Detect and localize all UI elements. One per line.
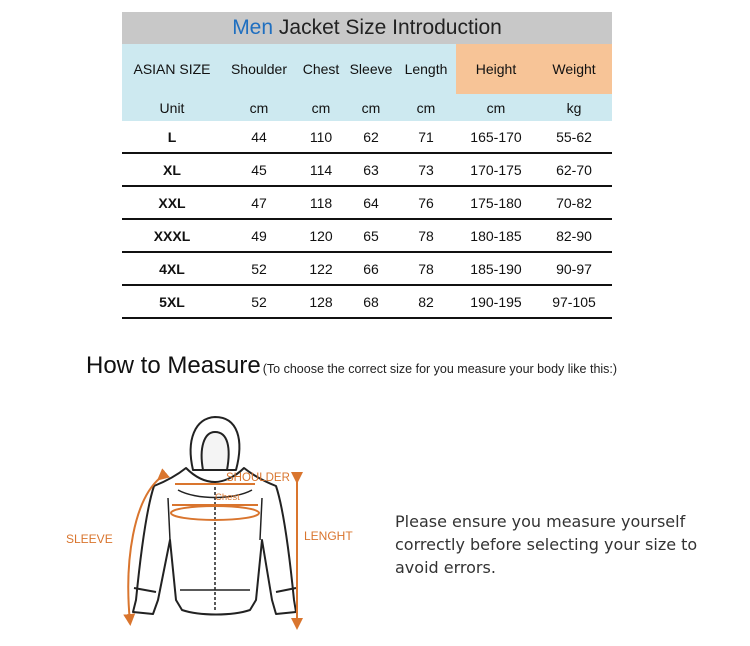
table-cell: 185-190 <box>456 252 536 285</box>
table-cell: 175-180 <box>456 186 536 219</box>
table-cell: 190-195 <box>456 285 536 318</box>
how-to-measure-heading <box>86 352 617 380</box>
shoulder-label: SHOULDER <box>226 472 290 484</box>
size-cell: L <box>122 121 222 153</box>
table-cell: 55-62 <box>536 121 612 153</box>
size-cell: 5XL <box>122 285 222 318</box>
table-cell: 49 <box>222 219 296 252</box>
table-cell: 76 <box>396 186 456 219</box>
table-cell: 122 <box>296 252 346 285</box>
jacket-illustration <box>60 410 370 635</box>
header-cell: Chest <box>296 44 346 94</box>
table-cell: 62 <box>346 121 396 153</box>
table-cell: 73 <box>396 153 456 186</box>
size-cell: 4XL <box>122 252 222 285</box>
measurement-note <box>395 510 735 579</box>
table-row <box>122 121 612 153</box>
unit-cell: cm <box>296 94 346 121</box>
size-chart-table <box>122 12 612 319</box>
table-title-text: Jacket Size Introduction <box>278 16 502 39</box>
table-cell: 118 <box>296 186 346 219</box>
table-cell: 78 <box>396 219 456 252</box>
size-cell: XXXL <box>122 219 222 252</box>
table-cell: 65 <box>346 219 396 252</box>
table-cell: 52 <box>222 252 296 285</box>
note-line: correctly before selecting your size to <box>395 535 698 554</box>
table-cell: 90-97 <box>536 252 612 285</box>
note-line: Please ensure you measure yourself <box>395 512 686 531</box>
table-row <box>122 153 612 186</box>
table-title <box>122 12 612 44</box>
unit-cell: Unit <box>122 94 222 121</box>
table-cell: 128 <box>296 285 346 318</box>
table-cell: 66 <box>346 252 396 285</box>
header-cell: Sleeve <box>346 44 396 94</box>
table-row <box>122 186 612 219</box>
table-cell: 44 <box>222 121 296 153</box>
chest-label: Chest <box>215 492 240 503</box>
header-cell: Weight <box>536 44 612 94</box>
table-cell: 64 <box>346 186 396 219</box>
length-label: LENGHT <box>304 529 353 543</box>
table-cell: 82-90 <box>536 219 612 252</box>
header-cell: Height <box>456 44 536 94</box>
header-cell: Shoulder <box>222 44 296 94</box>
table-cell: 180-185 <box>456 219 536 252</box>
table-cell: 82 <box>396 285 456 318</box>
sleeve-label: SLEEVE <box>66 532 113 546</box>
unit-cell: cm <box>456 94 536 121</box>
table-cell: 70-82 <box>536 186 612 219</box>
table-cell: 47 <box>222 186 296 219</box>
jacket-measurement-diagram <box>60 410 370 635</box>
how-to-measure-title: How to Measure <box>86 352 261 379</box>
table-cell: 52 <box>222 285 296 318</box>
note-line: avoid errors. <box>395 558 496 577</box>
unit-cell: kg <box>536 94 612 121</box>
table-cell: 170-175 <box>456 153 536 186</box>
table-cell: 62-70 <box>536 153 612 186</box>
table-cell: 71 <box>396 121 456 153</box>
table-cell: 165-170 <box>456 121 536 153</box>
table-cell: 68 <box>346 285 396 318</box>
table-cell: 120 <box>296 219 346 252</box>
header-row <box>122 44 612 94</box>
size-cell: XXL <box>122 186 222 219</box>
table-cell: 110 <box>296 121 346 153</box>
table-row <box>122 252 612 285</box>
table-row <box>122 219 612 252</box>
table-cell: 63 <box>346 153 396 186</box>
unit-cell: cm <box>396 94 456 121</box>
table-cell: 97-105 <box>536 285 612 318</box>
unit-cell: cm <box>222 94 296 121</box>
unit-cell: cm <box>346 94 396 121</box>
unit-row <box>122 94 612 121</box>
table-cell: 45 <box>222 153 296 186</box>
header-cell: ASIAN SIZE <box>122 44 222 94</box>
table-row <box>122 285 612 318</box>
size-cell: XL <box>122 153 222 186</box>
table-cell: 114 <box>296 153 346 186</box>
how-to-measure-subtitle: (To choose the correct size for you measure your body like this:) <box>262 362 618 376</box>
table-cell: 78 <box>396 252 456 285</box>
table-title-accent: Men <box>232 16 274 39</box>
header-cell: Length <box>396 44 456 94</box>
